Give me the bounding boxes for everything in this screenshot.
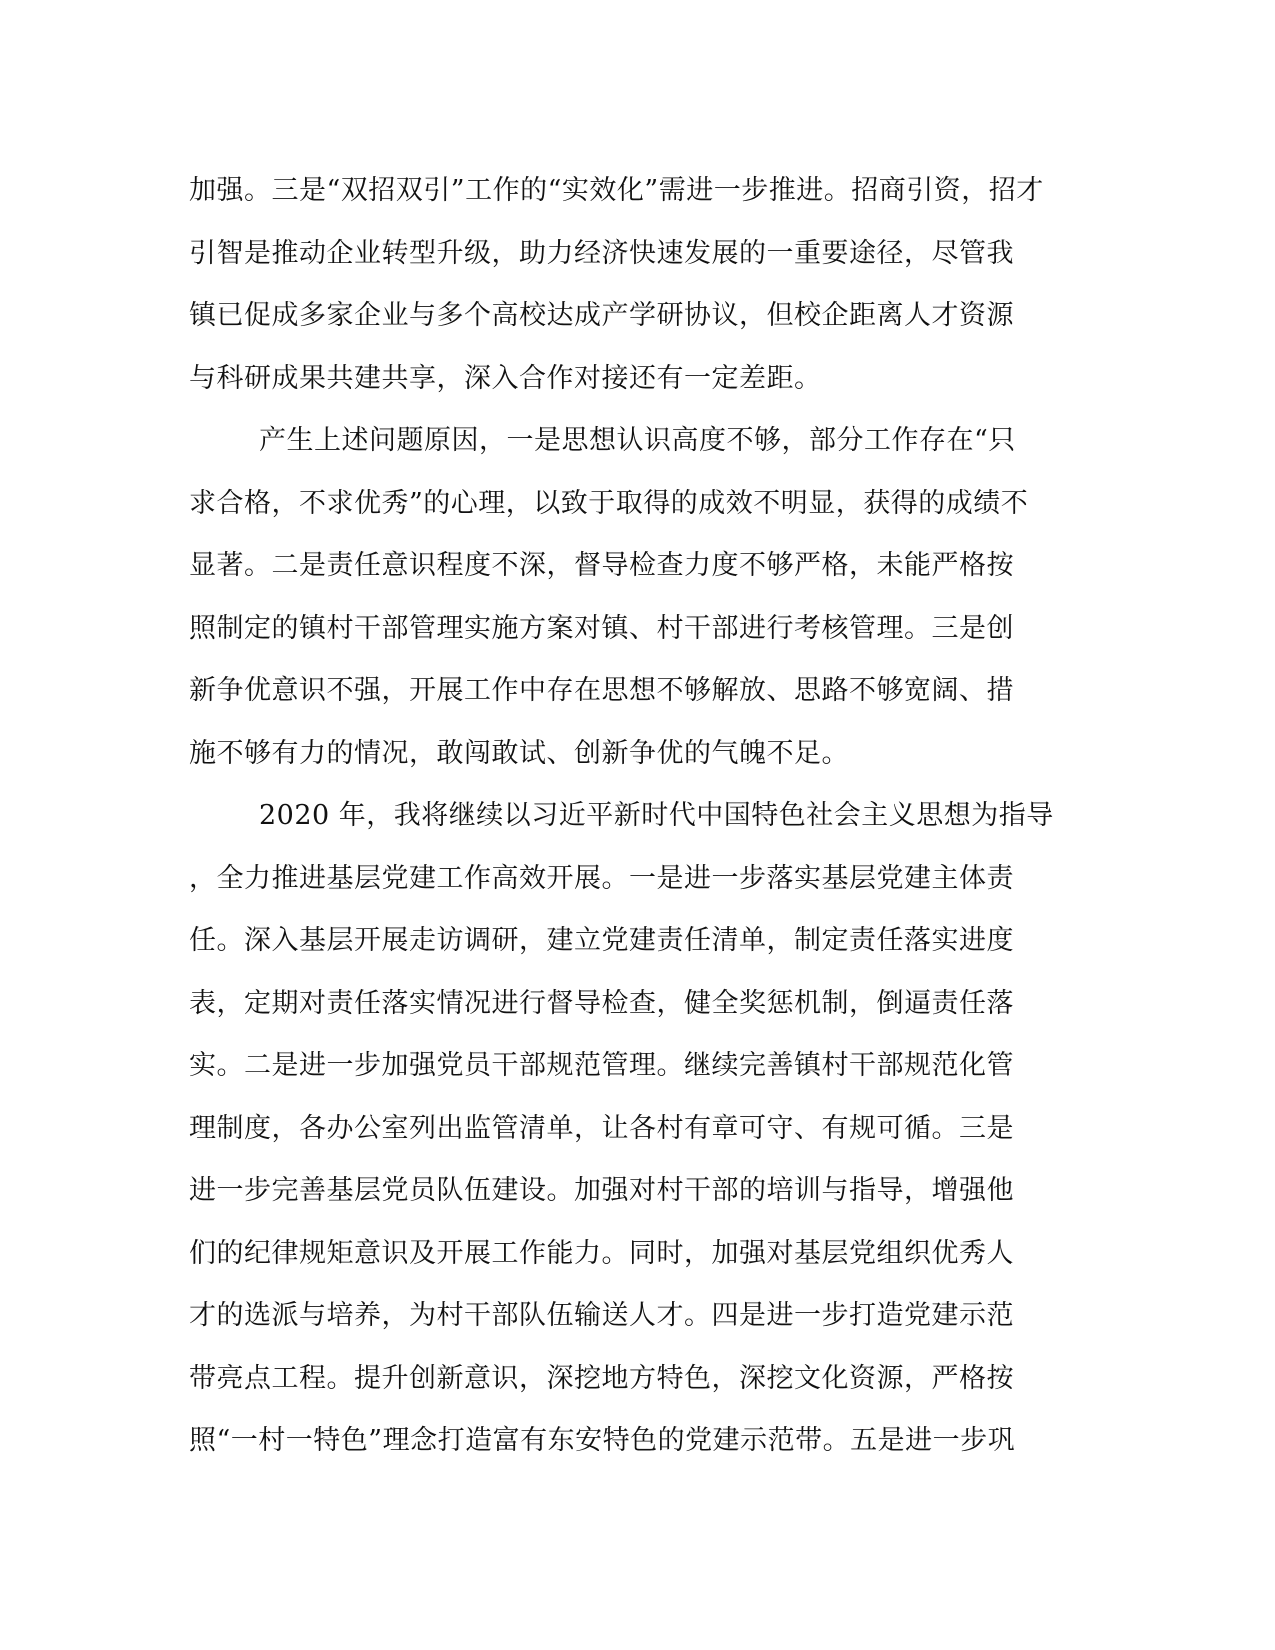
text-line: 才的选派与培养，为村干部队伍输送人才。四是进一步打造党建示范 (189, 1300, 1014, 1331)
text-line: 2020 年，我将继续以习近平新时代中国特色社会主义思想为指导 (259, 800, 1054, 831)
document-body (189, 160, 1089, 1473)
text-line: 产生上述问题原因，一是思想认识高度不够，部分工作存在“只 (259, 425, 1016, 456)
text-line: 任。深入基层开展走访调研，建立党建责任清单，制定责任落实进度 (189, 925, 1014, 956)
text-line: 与科研成果共建共享，深入合作对接还有一定差距。 (189, 362, 822, 394)
text-line: 求合格，不求优秀”的心理，以致于取得的成效不明显，获得的成绩不 (189, 487, 1029, 519)
text-line: 照制定的镇村干部管理实施方案对镇、村干部进行考核管理。三是创 (189, 612, 1014, 644)
text-line: 施不够有力的情况，敢闯敢试、创新争优的气魄不足。 (189, 737, 849, 769)
text-line: 引智是推动企业转型升级，助力经济快速发展的一重要途径，尽管我 (189, 237, 1014, 269)
text-line: 照“一村一特色”理念打造富有东安特色的党建示范带。五是进一步巩 (189, 1425, 1016, 1456)
text-line: 实。二是进一步加强党员干部规范管理。继续完善镇村干部规范化管 (189, 1050, 1014, 1081)
text-line: 理制度，各办公室列出监管清单，让各村有章可守、有规可循。三是 (189, 1112, 1014, 1144)
text-line: 们的纪律规矩意识及开展工作能力。同时，加强对基层党组织优秀人 (189, 1237, 1014, 1269)
text-line: 进一步完善基层党员队伍建设。加强对村干部的培训与指导，增强他 (189, 1175, 1014, 1206)
text-line: 加强。三是“双招双引”工作的“实效化”需进一步推进。招商引资，招才 (189, 175, 1044, 206)
text-line: 新争优意识不强，开展工作中存在思想不够解放、思路不够宽阔、措 (189, 675, 1014, 706)
text-line: ，全力推进基层党建工作高效开展。一是进一步落实基层党建主体责 (189, 862, 1014, 894)
text-line: 显著。二是责任意识程度不深，督导检查力度不够严格，未能严格按 (189, 550, 1014, 581)
text-line: 带亮点工程。提升创新意识，深挖地方特色，深挖文化资源，严格按 (189, 1362, 1014, 1394)
text-line: 镇已促成多家企业与多个高校达成产学研协议，但校企距离人才资源 (189, 300, 1014, 331)
text-line: 表，定期对责任落实情况进行督导检查，健全奖惩机制，倒逼责任落 (189, 987, 1014, 1019)
